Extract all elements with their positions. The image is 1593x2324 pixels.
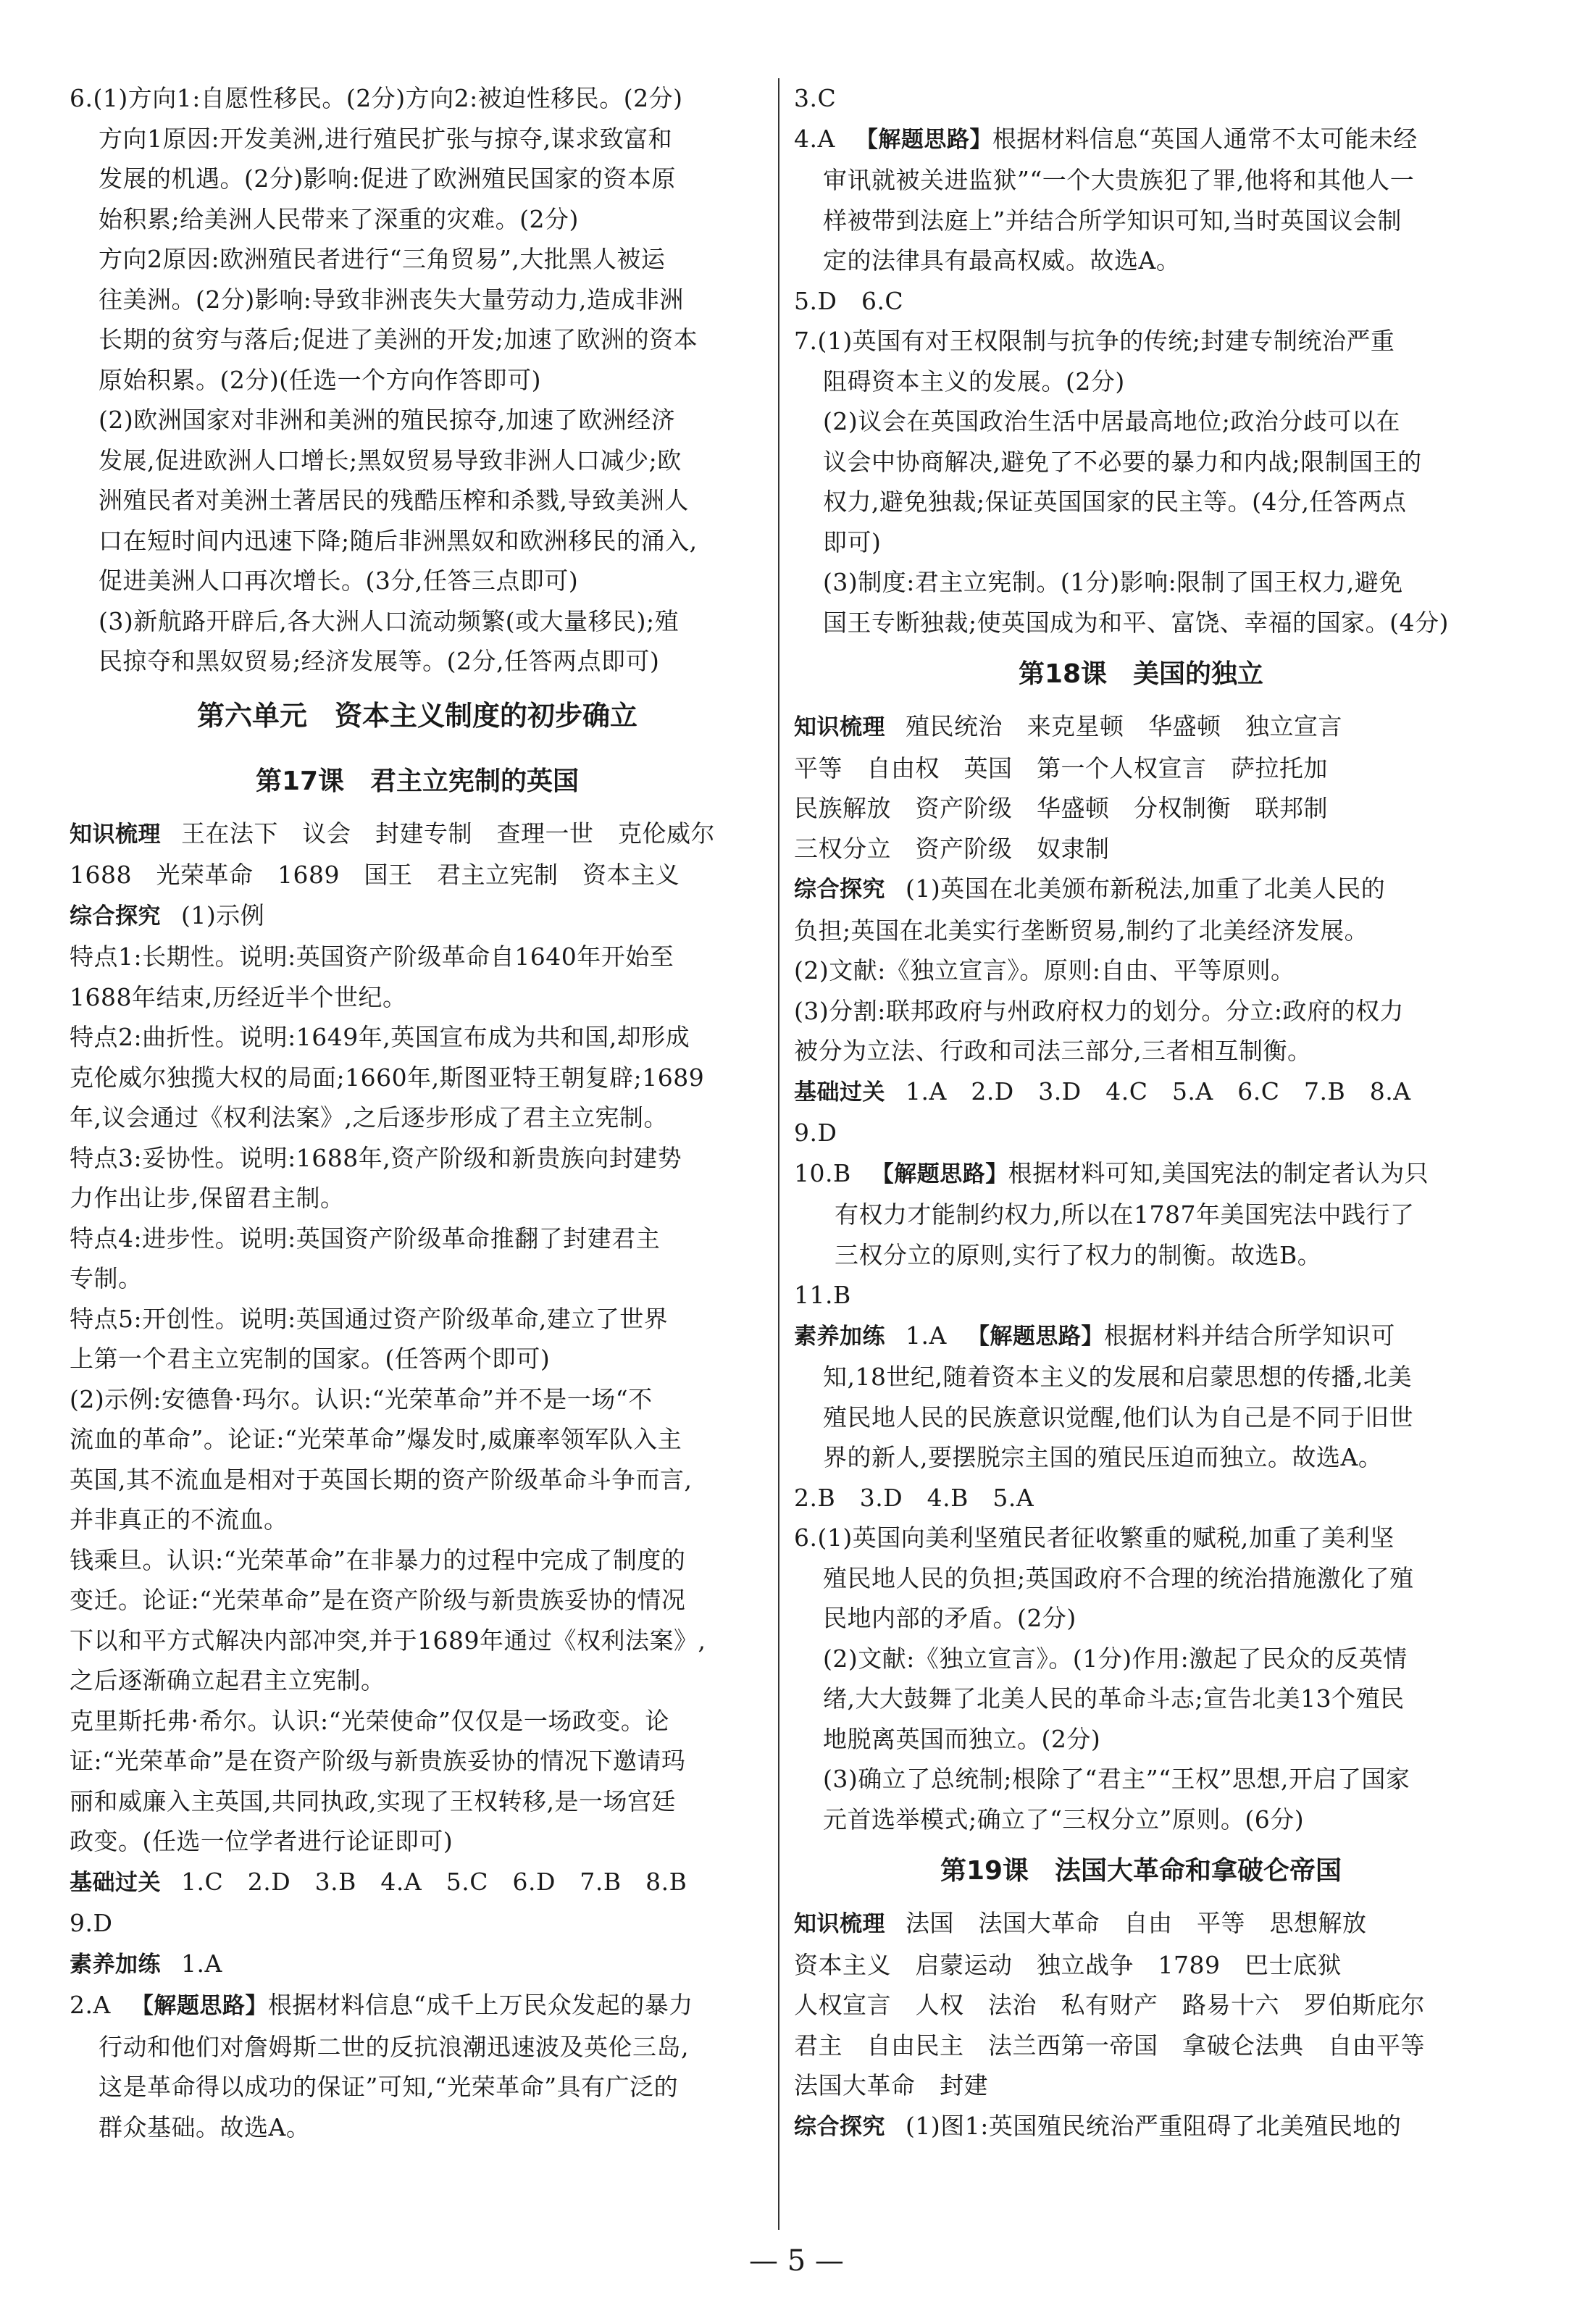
left-column	[70, 78, 765, 2147]
q10-reasoning-start: 根据材料可知,美国宪法的制定者认为只	[1008, 1158, 1429, 1187]
knowledge-18-terms	[794, 748, 1488, 869]
answer-q4-reasoning	[794, 160, 1488, 281]
explore-17-heading	[70, 895, 765, 937]
text-line: 君主 自由民主 法兰西第一帝国 拿破仑法典 自由平等	[794, 2031, 1425, 2060]
text-line: 7.(1)英国有对王权限制与抗争的传统;封建专制统治严重	[794, 327, 1395, 355]
text-line: 审讯就被关进监狱”“一个大贵族犯了罪,他将和其他人一	[823, 166, 1415, 194]
text-line: 行动和他们对詹姆斯二世的反抗浪潮迅速波及英伦三岛,	[99, 2032, 689, 2061]
text-line: 人权宣言 人权 法治 私有财产 路易十六 罗伯斯庇尔	[794, 1991, 1425, 2019]
unit-title: 第六单元 资本主义制度的初步确立	[196, 699, 637, 732]
knowledge-terms: 法国 法国大革命 自由 平等 思想解放	[906, 1909, 1367, 1937]
literacy-17-heading	[70, 1944, 765, 1986]
text-line: 特点1:长期性。说明:英国资产阶级革命自1640年开始至	[70, 942, 674, 971]
literacy-first-answer: 1.A	[181, 1949, 222, 1978]
knowledge-label: 知识梳理	[794, 714, 885, 740]
text-line: 英国,其不流血是相对于英国长期的资产阶级革命斗争而言,	[70, 1465, 693, 1494]
literacy-18-reasoning	[794, 1357, 1488, 1478]
lesson-19-title: 第19课 法国大革命和拿破仑帝国	[940, 1856, 1342, 1886]
knowledge-terms-line: 1688 光荣革命 1689 国王 君主立宪制 资本主义	[70, 861, 680, 889]
q4-answer: 4.A	[794, 124, 835, 153]
text-line: 殖民地人民的民族意识觉醒,他们认为自己是不同于旧世	[823, 1403, 1413, 1431]
text-line: 发展的机遇。(2分)影响:促进了欧洲殖民国家的资本原	[99, 164, 676, 193]
text-line: 阻碍资本主义的发展。(2分)	[823, 367, 1125, 396]
right-column	[794, 78, 1488, 2147]
literacy-reasoning-start: 根据材料并结合所学知识可	[1103, 1321, 1395, 1350]
explore-18-heading	[794, 869, 1488, 911]
text-line: 促进美洲人口再次增长。(3分,任答三点即可)	[99, 567, 579, 595]
text-line: 三权分立 资产阶级 奴隶制	[794, 834, 1110, 863]
explore-first-text: (1)图1:英国殖民统治严重阻碍了北美殖民地的	[906, 2111, 1402, 2140]
reasoning-label: 【解题思路】	[855, 126, 992, 153]
answer-q3: 3.C	[794, 84, 837, 112]
text-line: 口在短时间内迅速下降;随后非洲黑奴和欧洲移民的涌入,	[99, 526, 698, 555]
text-line: 6.(1)英国向美利坚殖民者征收繁重的赋税,加重了美利坚	[794, 1523, 1395, 1552]
explore-label: 综合探究	[794, 877, 885, 903]
answer-q6-section	[70, 78, 765, 682]
knowledge-19-terms	[794, 1945, 1488, 2106]
text-line: 样被带到法庭上”并结合所学知识可知,当时英国议会制	[823, 206, 1402, 235]
answer-q10-first-line	[794, 1153, 1488, 1195]
basic-18-answers	[794, 1071, 1488, 1113]
text-line: 权力,避免独裁;保证英国国家的民主等。(4分,任答两点	[823, 488, 1407, 516]
text-line: 丽和威廉入主英国,共同执政,实现了王权转移,是一场宫廷	[70, 1786, 676, 1815]
text-line: 绪,大大鼓舞了北美人民的革命斗志;宣告北美13个殖民	[823, 1684, 1405, 1713]
literacy-label: 素养加练	[794, 1323, 885, 1350]
reasoning-label: 【解题思路】	[130, 1993, 268, 2019]
basic-label: 基础过关	[70, 1869, 161, 1896]
answer-q11: 11.B	[794, 1281, 851, 1309]
text-line: 群众基础。故选A。	[99, 2112, 311, 2141]
text-line: (3)确立了总统制;根除了“君主”“王权”思想,开启了国家	[823, 1765, 1410, 1793]
text-line: 1688年结束,历经近半个世纪。	[70, 982, 407, 1011]
text-line: 负担;英国在北美实行垄断贸易,制约了北美经济发展。	[794, 916, 1369, 945]
text-line: 元首选举模式;确立了“三权分立”原则。(6分)	[823, 1805, 1305, 1834]
knowledge-label: 知识梳理	[794, 1911, 885, 1937]
text-line: (2)文献:《独立宣言》。(1分)作用:激起了民众的反英情	[823, 1644, 1408, 1673]
q2-reasoning-start: 根据材料信息“成千上万民众发起的暴力	[267, 1991, 693, 2019]
text-line: 方向1原因:开发美洲,进行殖民扩张与掠夺,谋求致富和	[99, 124, 673, 153]
answer-q2-first-line	[70, 1985, 765, 2027]
answer-q7-section	[794, 321, 1488, 643]
text-line: (2)文献:《独立宣言》。原则:自由、平等原则。	[794, 956, 1295, 985]
lesson-17-title: 第17课 君主立宪制的英国	[255, 766, 580, 796]
answer-q5-q6: 5.D 6.C	[794, 286, 904, 315]
basic-label: 基础过关	[794, 1079, 885, 1105]
text-line: (2)欧洲国家对非洲和美洲的殖民掠夺,加速了欧洲经济	[99, 406, 676, 434]
text-line: 民掠夺和黑奴贸易;经济发展等。(2分,任答两点即可)	[99, 647, 660, 675]
text-line: 殖民地人民的负担;英国政府不合理的统治措施激化了殖	[823, 1563, 1414, 1592]
explore-19-heading	[794, 2106, 1488, 2148]
basic-answers-line: 1.C 2.D 3.B 4.A 5.C 6.D 7.B 8.B	[181, 1867, 687, 1896]
text-line: 国王专断独裁;使英国成为和平、富饶、幸福的国家。(4分)	[823, 608, 1449, 637]
explore-first-text: (1)示例	[181, 900, 265, 929]
text-line: 发展,促进欧洲人口增长;黑奴贸易导致非洲人口减少;欧	[99, 446, 682, 475]
text-line: (3)制度:君主立宪制。(1分)影响:限制了国王权力,避免	[823, 568, 1403, 596]
text-line: 始积累;给美洲人民带来了深重的灾难。(2分)	[99, 204, 579, 233]
text-line: (3)新航路开辟后,各大洲人口流动频繁(或大量移民);殖	[99, 606, 680, 635]
text-line: 克里斯托弗·希尔。认识:“光荣使命”仅仅是一场政变。论	[70, 1706, 669, 1735]
text-line: 流血的革命”。论证:“光荣革命”爆发时,威廉率领军队入主	[70, 1425, 682, 1453]
text-line: 资本主义 启蒙运动 独立战争 1789 巴士底狱	[794, 1950, 1342, 1979]
text-line: 证:“光荣革命”是在资产阶级与新贵族妥协的情况下邀请玛	[70, 1747, 686, 1775]
text-line: (2)示例:安德鲁·玛尔。认识:“光荣革命”并不是一场“不	[70, 1384, 653, 1413]
text-line: 民族解放 资产阶级 华盛顿 分权制衡 联邦制	[794, 794, 1328, 822]
text-line: 地脱离英国而独立。(2分)	[823, 1724, 1101, 1753]
text-line: 特点4:进步性。说明:英国资产阶级革命推翻了封建君主	[70, 1224, 661, 1253]
reasoning-label: 【解题思路】	[966, 1323, 1104, 1350]
answer-q2-reasoning	[70, 2027, 765, 2148]
knowledge-summary-17	[70, 814, 765, 856]
literacy-label: 素养加练	[70, 1951, 161, 1978]
text-line: 特点2:曲折性。说明:1649年,英国宣布成为共和国,却形成	[70, 1023, 690, 1051]
text-line: 民地内部的矛盾。(2分)	[823, 1604, 1076, 1632]
text-line: 之后逐渐确立起君主立宪制。	[70, 1666, 385, 1694]
knowledge-terms: 殖民统治 来克星顿 华盛顿 独立宣言	[906, 712, 1342, 740]
text-line: 克伦威尔独揽大权的局面;1660年,斯图亚特王朝复辟;1689	[70, 1063, 705, 1092]
text-line: 钱乘旦。认识:“光荣革命”在非暴力的过程中完成了制度的	[70, 1545, 686, 1574]
knowledge-summary-19	[794, 1903, 1488, 1945]
text-line: 有权力才能制约权力,所以在1787年美国宪法中践行了	[835, 1200, 1415, 1229]
knowledge-summary-18	[794, 706, 1488, 748]
basic-answers-line-2: 9.D	[70, 1909, 113, 1937]
text-line: 6.(1)方向1:自愿性移民。(2分)方向2:被迫性移民。(2分)	[70, 84, 683, 112]
text-line: 下以和平方式解决内部冲突,并于1689年通过《权利法案》,	[70, 1626, 706, 1655]
lesson-18-title: 第18课 美国的独立	[1018, 659, 1264, 689]
explore-first-text: (1)英国在北美颁布新税法,加重了北美人民的	[906, 874, 1386, 903]
text-line: 力作出让步,保留君主制。	[70, 1184, 345, 1212]
explore-18-answers	[794, 911, 1488, 1071]
answer-q2-to-q5: 2.B 3.D 4.B 5.A	[794, 1483, 1034, 1512]
text-line: (2)议会在英国政治生活中居最高地位;政治分歧可以在	[823, 407, 1400, 435]
text-line: 往美洲。(2分)影响:导致非洲丧失大量劳动力,造成非洲	[99, 285, 684, 314]
text-line: 三权分立的原则,实行了权力的制衡。故选B。	[835, 1240, 1322, 1269]
basic-answers-line: 1.A 2.D 3.D 4.C 5.A 6.C 7.B 8.A	[906, 1077, 1411, 1105]
text-line: 专制。	[70, 1264, 143, 1292]
text-line: 原始积累。(2分)(任选一个方向作答即可)	[99, 365, 541, 394]
explore-label: 综合探究	[794, 2113, 885, 2140]
reasoning-label: 【解题思路】	[871, 1161, 1008, 1187]
text-line: 长期的贫穷与落后;促进了美洲的开发;加速了欧洲的资本	[99, 325, 698, 354]
literacy-first-answer: 1.A	[906, 1321, 947, 1350]
text-line: (3)分割:联邦政府与州政府权力的划分。分立:政府的权力	[794, 996, 1404, 1025]
page-number: — 5 —	[749, 2244, 844, 2278]
text-line: 并非真正的不流血。	[70, 1505, 288, 1534]
text-line: 即可)	[823, 527, 882, 556]
text-line: 界的新人,要摆脱宗主国的殖民压迫而独立。故选A。	[823, 1443, 1383, 1471]
q2-answer: 2.A	[70, 1991, 111, 2019]
column-divider	[778, 78, 779, 2230]
knowledge-label: 知识梳理	[70, 821, 161, 848]
text-line: 定的法律具有最高权威。故选A。	[823, 246, 1181, 275]
text-line: 特点5:开创性。说明:英国通过资产阶级革命,建立了世界	[70, 1304, 669, 1333]
text-line: 方向2原因:欧洲殖民者进行“三角贸易”,大批黑人被运	[99, 245, 666, 273]
text-line: 上第一个君主立宪制的国家。(任答两个即可)	[70, 1345, 551, 1373]
text-line: 变迁。论证:“光荣革命”是在资产阶级与新贵族妥协的情况	[70, 1586, 686, 1614]
explore-label: 综合探究	[70, 903, 161, 929]
literacy-18-heading	[794, 1316, 1488, 1358]
text-line: 平等 自由权 英国 第一个人权宣言 萨拉托加	[794, 753, 1328, 782]
explore-17-answers	[70, 937, 765, 1862]
text-line: 知,18世纪,随着资本主义的发展和启蒙思想的传播,北美	[823, 1363, 1412, 1391]
q4-reasoning-start: 根据材料信息“英国人通常不太可能未经	[992, 124, 1418, 153]
text-line: 法国大革命 封建	[794, 2071, 988, 2099]
knowledge-terms: 王在法下 议会 封建专制 查理一世 克伦威尔	[181, 819, 715, 848]
text-line: 议会中协商解决,避免了不必要的暴力和内战;限制国王的	[823, 447, 1422, 476]
basic-17-answers	[70, 1862, 765, 1904]
text-line: 年,议会通过《权利法案》,之后逐步形成了君主立宪制。	[70, 1103, 668, 1132]
text-line: 被分为立法、行政和司法三部分,三者相互制衡。	[794, 1037, 1312, 1065]
text-line: 特点3:妥协性。说明:1688年,资产阶级和新贵族向封建势	[70, 1143, 682, 1172]
text-line: 这是革命得以成功的保证”可知,“光荣革命”具有广泛的	[99, 2073, 679, 2101]
answer-q6-18-section	[794, 1518, 1488, 1839]
q10-answer: 10.B	[794, 1158, 851, 1187]
text-line: 政变。(任选一位学者进行论证即可)	[70, 1827, 453, 1855]
text-line: 洲殖民者对美洲土著居民的残酷压榨和杀戮,导致美洲人	[99, 486, 689, 514]
basic-answers-line-2: 9.D	[794, 1119, 837, 1147]
answer-q10-reasoning	[794, 1195, 1488, 1275]
answer-q4-first-line	[794, 119, 1488, 161]
